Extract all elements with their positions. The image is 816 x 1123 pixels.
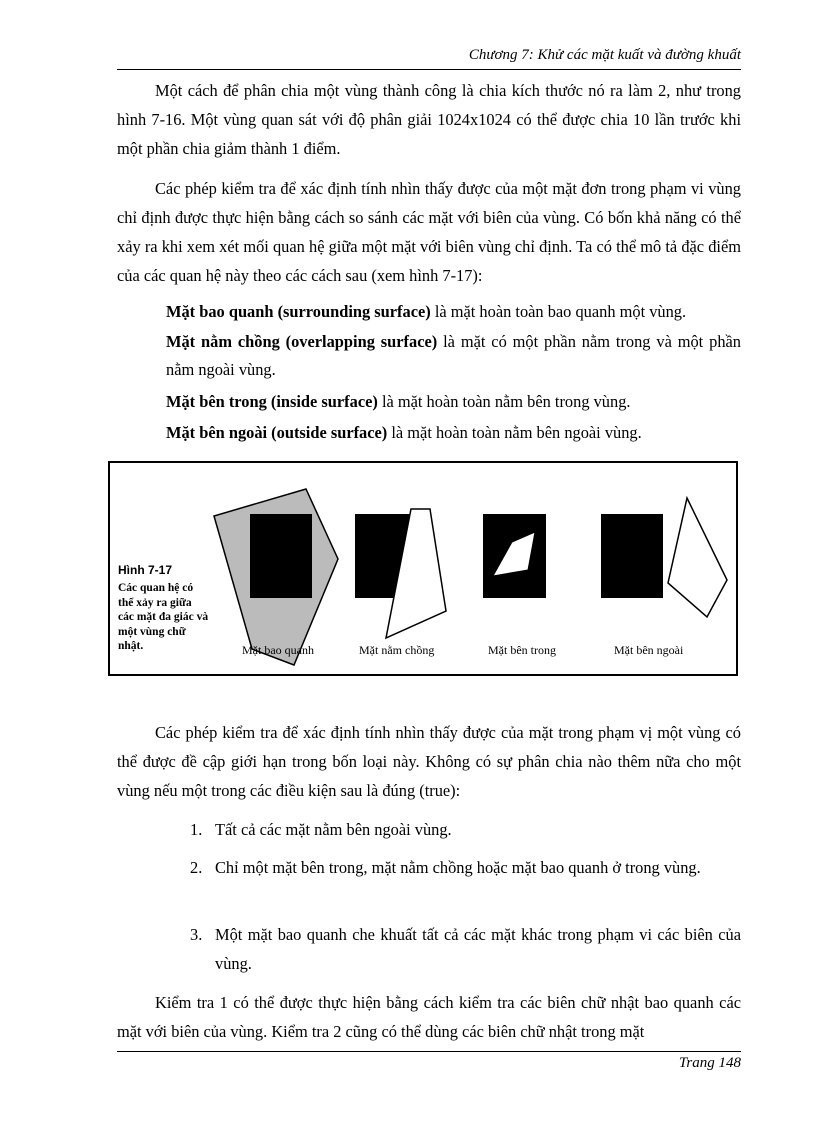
running-header: Chương 7: Khử các mặt kuất và đường khuất bbox=[117, 47, 741, 70]
list-item: 3. Một mặt bao quanh che khuất tất cả các mặt khác trong phạm vi các biên của vùng. bbox=[190, 925, 741, 973]
figure-title: Hình 7-17 bbox=[118, 563, 173, 577]
page-number: Trang 148 bbox=[678, 1055, 741, 1071]
definition-overlapping: Mặt nằm chồng (overlapping surface) là mặt có một phần nằm trong và một phần nằm ngoài vùng. bbox=[166, 332, 741, 379]
paragraph-2: Các phép kiểm tra để xác định tính nhìn thấy được của một mặt đơn trong phạm vi vùng chỉ định được thực hiện bằng cách so sánh các mặt với biên của vùng. Có bốn khả năng có thể xảy ra khi xem xét mối quan hệ giữa một mặt với biên vùng chỉ định. Ta có thể mô tả đặc điểm của các quan hệ này theo các cách sau (xem hình 7-17): bbox=[117, 179, 741, 285]
label-inside: Mặt bên trong bbox=[488, 643, 556, 657]
footer-rule bbox=[117, 1051, 741, 1052]
definition-outside: Mặt bên ngoài (outside surface) là mặt hoàn toàn nằm bên ngoài vùng. bbox=[166, 423, 642, 442]
outside-polygon bbox=[668, 498, 727, 617]
outside-region bbox=[601, 514, 663, 598]
paragraph-1: Một cách để phân chia một vùng thành công là chia kích thước nó ra làm 2, như trong hình 7-16. Một vùng quan sát với độ phân giải 1024x1024 có thể được chia 10 lần trước khi một phần chia giảm thành 1 điểm. bbox=[117, 81, 741, 158]
figure-caption: Các quan hệ có thể xảy ra giữa các mặt đa giác và một vùng chữ nhật. bbox=[118, 582, 209, 652]
figure-7-17 bbox=[108, 461, 738, 676]
list-item: 2. Chỉ một mặt bên trong, mặt nằm chồng hoặc mặt bao quanh ở trong vùng. bbox=[190, 858, 701, 877]
surrounding-region bbox=[250, 514, 312, 598]
label-surrounding: Mặt bao quanh bbox=[242, 643, 314, 657]
definition-inside: Mặt bên trong (inside surface) là mặt hoàn toàn nằm bên trong vùng. bbox=[166, 392, 631, 411]
definition-surrounding: Mặt bao quanh (surrounding surface) là mặt hoàn toàn bao quanh một vùng. bbox=[166, 302, 687, 321]
label-overlapping: Mặt nằm chồng bbox=[359, 643, 435, 657]
label-outside: Mặt bên ngoài bbox=[614, 643, 684, 657]
list-item: 1. Tất cả các mặt nằm bên ngoài vùng. bbox=[190, 820, 452, 839]
paragraph-3: Các phép kiểm tra để xác định tính nhìn thấy được của mặt trong phạm vị một vùng có thể được đề cập giới hạn trong bốn loại này. Không có sự phân chia nào thêm nữa cho một vùng nếu một trong các điều kiện sau là đúng (true): bbox=[117, 723, 741, 800]
paragraph-4: Kiểm tra 1 có thể được thực hiện bằng cách kiểm tra các biên chữ nhật bao quanh các mặt với biên của vùng. Kiểm tra 2 cũng có thể dùng các biên chữ nhật trong mặt bbox=[117, 993, 741, 1041]
